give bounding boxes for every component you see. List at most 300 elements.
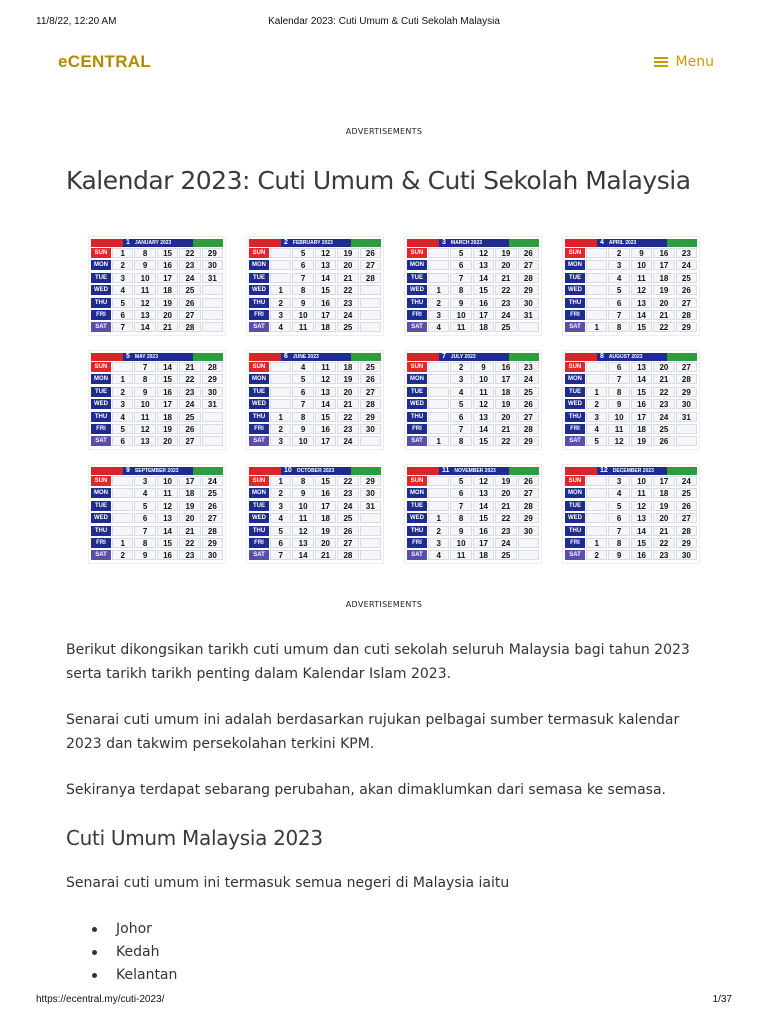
day-cell: 15 [157, 248, 178, 258]
day-cell: 27 [676, 513, 697, 523]
day-label: THU [407, 298, 427, 309]
month-name: MAY 2023 [133, 353, 193, 361]
day-cell: 7 [608, 374, 629, 384]
week-row [249, 424, 381, 435]
day-cell: 17 [315, 501, 336, 511]
day-cell: 3 [270, 436, 291, 446]
day-cell: 8 [134, 374, 155, 384]
month-name: MARCH 2023 [449, 239, 509, 247]
day-cell: 26 [179, 424, 200, 434]
day-cell: 24 [676, 260, 697, 270]
week-row [407, 285, 539, 296]
day-label: THU [249, 526, 269, 537]
day-label: THU [249, 298, 269, 309]
day-cell: 29 [518, 436, 539, 446]
day-cell: 4 [134, 488, 155, 498]
day-cell: 7 [450, 273, 471, 283]
day-cell: 4 [112, 412, 133, 422]
day-cell: 22 [653, 538, 674, 548]
day-label: TUE [407, 501, 427, 512]
day-cell: 27 [518, 488, 539, 498]
day-cell: 30 [202, 387, 223, 397]
week-row [91, 399, 223, 410]
month-number: 9 [123, 467, 133, 475]
day-label: MON [565, 488, 585, 499]
day-cell: 24 [337, 501, 358, 511]
day-cell [586, 248, 607, 258]
day-cell: 18 [315, 322, 336, 332]
day-cell [270, 362, 291, 372]
day-label: SAT [565, 436, 585, 447]
day-label: THU [565, 412, 585, 423]
day-cell: 20 [495, 412, 516, 422]
month-number: 7 [439, 353, 449, 361]
day-cell: 10 [450, 538, 471, 548]
day-cell: 11 [608, 424, 629, 434]
week-row [565, 298, 697, 309]
day-cell: 4 [292, 362, 313, 372]
week-row [565, 248, 697, 259]
week-row [249, 513, 381, 524]
menu-label: Menu [675, 54, 714, 70]
day-cell: 15 [473, 285, 494, 295]
state-list [92, 918, 177, 987]
month-number: 3 [439, 239, 449, 247]
day-cell: 2 [450, 362, 471, 372]
day-cell: 20 [653, 362, 674, 372]
week-row [249, 285, 381, 296]
day-label: TUE [407, 387, 427, 398]
site-logo[interactable]: eCENTRAL [58, 52, 152, 71]
day-cell: 9 [473, 362, 494, 372]
day-cell: 4 [586, 424, 607, 434]
day-cell [586, 526, 607, 536]
day-label: SUN [91, 476, 111, 487]
day-cell: 24 [518, 374, 539, 384]
day-label: WED [91, 399, 111, 410]
month-8 [562, 350, 700, 450]
day-cell: 13 [157, 513, 178, 523]
article-paragraph-1: Berikut dikongsikan tarikh cuti umum dan cuti sekolah seluruh Malaysia bagi tahun 2023 serta tarikh tarikh penting dalam Kalendar Islam 2023. [66, 642, 690, 682]
day-cell [586, 310, 607, 320]
month-badge [91, 239, 123, 247]
day-label: FRI [407, 310, 427, 321]
day-cell: 4 [270, 322, 291, 332]
week-row [249, 298, 381, 309]
day-cell: 25 [337, 322, 358, 332]
print-title: Kalendar 2023: Cuti Umum & Cuti Sekolah Malaysia [268, 16, 500, 27]
day-cell: 6 [292, 387, 313, 397]
week-row [91, 374, 223, 385]
day-cell: 30 [202, 260, 223, 270]
week-row [407, 310, 539, 321]
week-row [407, 538, 539, 549]
day-cell: 18 [631, 424, 652, 434]
day-cell: 12 [134, 424, 155, 434]
day-cell: 28 [202, 526, 223, 536]
day-cell: 18 [653, 273, 674, 283]
day-cell [360, 310, 381, 320]
day-cell: 6 [134, 513, 155, 523]
day-cell: 16 [473, 298, 494, 308]
day-cell [428, 273, 449, 283]
day-cell: 15 [315, 412, 336, 422]
day-label: THU [565, 526, 585, 537]
month-rows [91, 248, 223, 333]
month-hijri-badge [509, 239, 539, 247]
day-cell: 20 [315, 538, 336, 548]
month-rows [565, 476, 697, 561]
day-cell: 25 [360, 362, 381, 372]
day-cell: 13 [631, 513, 652, 523]
day-cell: 16 [157, 260, 178, 270]
day-cell: 6 [608, 513, 629, 523]
day-cell: 24 [676, 476, 697, 486]
day-cell: 29 [676, 538, 697, 548]
week-row [407, 322, 539, 333]
day-cell [202, 322, 223, 332]
day-cell: 19 [631, 436, 652, 446]
week-row [407, 298, 539, 309]
calendar-2023-image[interactable] [88, 236, 704, 566]
month-header [91, 239, 223, 247]
day-cell: 13 [473, 412, 494, 422]
week-row [565, 273, 697, 284]
day-cell: 15 [157, 374, 178, 384]
day-cell: 13 [631, 362, 652, 372]
day-cell [428, 476, 449, 486]
day-cell: 10 [292, 310, 313, 320]
day-cell: 31 [202, 399, 223, 409]
day-cell: 17 [653, 260, 674, 270]
day-cell: 16 [495, 362, 516, 372]
day-cell: 26 [676, 285, 697, 295]
week-row [407, 550, 539, 561]
day-cell: 11 [134, 412, 155, 422]
day-cell: 1 [112, 374, 133, 384]
week-row [565, 412, 697, 423]
week-row [249, 399, 381, 410]
day-cell: 23 [337, 488, 358, 498]
day-cell [270, 399, 291, 409]
day-cell: 1 [428, 436, 449, 446]
day-cell: 17 [315, 436, 336, 446]
month-badge [91, 353, 123, 361]
month-rows [91, 476, 223, 561]
day-cell: 19 [157, 424, 178, 434]
day-cell [518, 538, 539, 548]
day-cell: 6 [608, 362, 629, 372]
day-cell: 22 [337, 412, 358, 422]
day-label: WED [249, 513, 269, 524]
day-cell: 2 [270, 424, 291, 434]
day-cell [112, 362, 133, 372]
day-cell: 29 [360, 412, 381, 422]
day-cell: 4 [608, 488, 629, 498]
day-label: THU [91, 412, 111, 423]
day-cell: 1 [586, 538, 607, 548]
week-row [249, 310, 381, 321]
day-cell: 12 [315, 248, 336, 258]
day-cell: 3 [112, 399, 133, 409]
day-cell: 21 [653, 526, 674, 536]
day-cell: 5 [112, 298, 133, 308]
day-cell: 20 [653, 513, 674, 523]
day-cell: 16 [315, 488, 336, 498]
week-row [91, 298, 223, 309]
day-cell: 20 [179, 513, 200, 523]
day-label: FRI [407, 538, 427, 549]
day-cell: 9 [631, 248, 652, 258]
day-cell [676, 436, 697, 446]
day-cell: 21 [337, 273, 358, 283]
day-label: WED [407, 285, 427, 296]
day-cell: 20 [337, 387, 358, 397]
week-row [249, 322, 381, 333]
week-row [91, 285, 223, 296]
section-heading: Cuti Umum Malaysia 2023 [66, 826, 323, 850]
day-cell: 15 [631, 538, 652, 548]
day-cell: 28 [202, 362, 223, 372]
day-cell: 23 [179, 387, 200, 397]
day-cell: 6 [112, 310, 133, 320]
day-cell: 12 [292, 526, 313, 536]
day-cell: 1 [428, 513, 449, 523]
day-cell: 16 [315, 298, 336, 308]
day-label: TUE [249, 501, 269, 512]
day-cell: 9 [608, 399, 629, 409]
week-row [407, 362, 539, 373]
day-cell: 7 [134, 362, 155, 372]
day-cell: 5 [450, 248, 471, 258]
day-label: SUN [249, 476, 269, 487]
day-cell: 28 [337, 550, 358, 560]
day-cell: 19 [337, 248, 358, 258]
day-cell: 9 [292, 424, 313, 434]
day-cell: 9 [134, 550, 155, 560]
section-intro-wrap [66, 871, 706, 895]
day-label: WED [407, 513, 427, 524]
day-cell [428, 399, 449, 409]
day-label: SAT [249, 436, 269, 447]
day-cell: 18 [653, 488, 674, 498]
day-cell: 28 [518, 501, 539, 511]
day-cell: 5 [292, 248, 313, 258]
day-cell: 27 [360, 260, 381, 270]
day-cell: 24 [337, 436, 358, 446]
week-row [91, 260, 223, 271]
month-number: 5 [123, 353, 133, 361]
week-row [407, 260, 539, 271]
month-name: AUGUST 2023 [607, 353, 667, 361]
day-cell [360, 513, 381, 523]
day-cell: 23 [653, 550, 674, 560]
day-cell: 15 [315, 476, 336, 486]
day-cell: 25 [337, 513, 358, 523]
day-label: TUE [565, 501, 585, 512]
day-cell: 29 [360, 476, 381, 486]
day-cell [270, 273, 291, 283]
day-cell: 7 [134, 526, 155, 536]
day-cell: 27 [518, 412, 539, 422]
day-cell: 30 [360, 488, 381, 498]
day-cell: 26 [337, 526, 358, 536]
day-label: MON [249, 488, 269, 499]
day-cell: 22 [179, 248, 200, 258]
day-cell: 8 [134, 248, 155, 258]
list-item: Kedah [92, 941, 177, 964]
week-row [91, 436, 223, 447]
month-badge [249, 239, 281, 247]
day-cell [360, 322, 381, 332]
day-cell: 8 [292, 412, 313, 422]
day-cell: 9 [450, 298, 471, 308]
day-label: FRI [91, 424, 111, 435]
week-row [565, 526, 697, 537]
day-cell: 14 [473, 273, 494, 283]
ads-label-bottom: ADVERTISEMENTS [345, 600, 423, 609]
week-row [91, 310, 223, 321]
week-row [565, 550, 697, 561]
day-label: MON [91, 488, 111, 499]
day-cell: 12 [157, 501, 178, 511]
day-cell: 28 [676, 374, 697, 384]
week-row [565, 285, 697, 296]
day-cell: 7 [450, 501, 471, 511]
day-cell: 24 [495, 538, 516, 548]
week-row [407, 488, 539, 499]
month-5 [88, 350, 226, 450]
day-cell: 14 [315, 399, 336, 409]
day-cell [586, 374, 607, 384]
day-cell: 22 [653, 387, 674, 397]
day-cell: 23 [518, 362, 539, 372]
article-paragraph-3: Sekiranya terdapat sebarang perubahan, akan dimaklumkan dari semasa ke semasa. [66, 782, 666, 798]
day-cell [360, 526, 381, 536]
week-row [565, 374, 697, 385]
day-label: TUE [91, 501, 111, 512]
day-cell: 27 [179, 436, 200, 446]
month-header [407, 353, 539, 361]
day-cell: 25 [202, 488, 223, 498]
day-label: MON [249, 260, 269, 271]
day-label: SUN [91, 362, 111, 373]
day-cell: 15 [631, 387, 652, 397]
day-label: TUE [91, 273, 111, 284]
day-cell: 14 [134, 322, 155, 332]
day-cell: 21 [653, 374, 674, 384]
day-cell: 8 [608, 538, 629, 548]
month-7 [404, 350, 542, 450]
day-cell: 28 [179, 322, 200, 332]
week-row [249, 362, 381, 373]
day-cell: 10 [134, 273, 155, 283]
day-cell: 15 [473, 513, 494, 523]
day-cell [202, 285, 223, 295]
month-rows [565, 362, 697, 447]
day-cell: 6 [450, 260, 471, 270]
day-cell: 1 [586, 322, 607, 332]
day-cell: 6 [608, 298, 629, 308]
week-row [565, 399, 697, 410]
day-cell: 3 [586, 412, 607, 422]
week-row [407, 513, 539, 524]
week-row [249, 387, 381, 398]
week-row [565, 387, 697, 398]
day-cell: 21 [179, 526, 200, 536]
day-cell: 29 [202, 374, 223, 384]
day-cell: 9 [134, 260, 155, 270]
day-cell: 26 [360, 248, 381, 258]
month-hijri-badge [193, 467, 223, 475]
month-6 [246, 350, 384, 450]
day-cell: 30 [518, 298, 539, 308]
day-cell: 27 [179, 310, 200, 320]
day-label: SUN [249, 248, 269, 259]
month-10 [246, 464, 384, 564]
day-cell: 7 [608, 526, 629, 536]
day-cell: 25 [495, 322, 516, 332]
day-label: TUE [249, 387, 269, 398]
day-cell: 14 [631, 374, 652, 384]
month-name: JULY 2023 [449, 353, 509, 361]
week-row [91, 412, 223, 423]
month-badge [407, 467, 439, 475]
month-badge [565, 353, 597, 361]
week-row [407, 374, 539, 385]
day-cell: 25 [676, 488, 697, 498]
day-cell: 10 [157, 476, 178, 486]
week-row [249, 538, 381, 549]
ads-label-top: ADVERTISEMENTS [345, 127, 423, 136]
month-number: 1 [123, 239, 133, 247]
day-cell: 31 [518, 310, 539, 320]
week-row [565, 538, 697, 549]
day-cell: 10 [292, 436, 313, 446]
day-cell: 7 [450, 424, 471, 434]
week-row [249, 501, 381, 512]
day-cell [586, 298, 607, 308]
day-cell: 25 [179, 285, 200, 295]
day-cell: 11 [473, 387, 494, 397]
month-1 [88, 236, 226, 336]
day-cell: 19 [179, 501, 200, 511]
list-item: Johor [92, 918, 177, 941]
day-label: TUE [565, 273, 585, 284]
day-label: SUN [91, 248, 111, 259]
week-row [407, 273, 539, 284]
day-cell: 16 [631, 399, 652, 409]
day-cell: 22 [337, 285, 358, 295]
day-cell: 2 [608, 248, 629, 258]
day-cell: 20 [157, 310, 178, 320]
day-cell: 26 [676, 501, 697, 511]
day-cell: 3 [270, 501, 291, 511]
day-cell: 2 [428, 526, 449, 536]
day-cell: 5 [112, 424, 133, 434]
day-cell: 29 [518, 285, 539, 295]
day-cell: 1 [428, 285, 449, 295]
day-label: WED [249, 399, 269, 410]
day-cell: 31 [202, 273, 223, 283]
bullet-icon [92, 950, 97, 955]
week-row [407, 387, 539, 398]
menu-button[interactable] [654, 54, 714, 70]
day-cell: 3 [270, 310, 291, 320]
day-label: SAT [407, 550, 427, 561]
week-row [407, 399, 539, 410]
day-cell [202, 310, 223, 320]
